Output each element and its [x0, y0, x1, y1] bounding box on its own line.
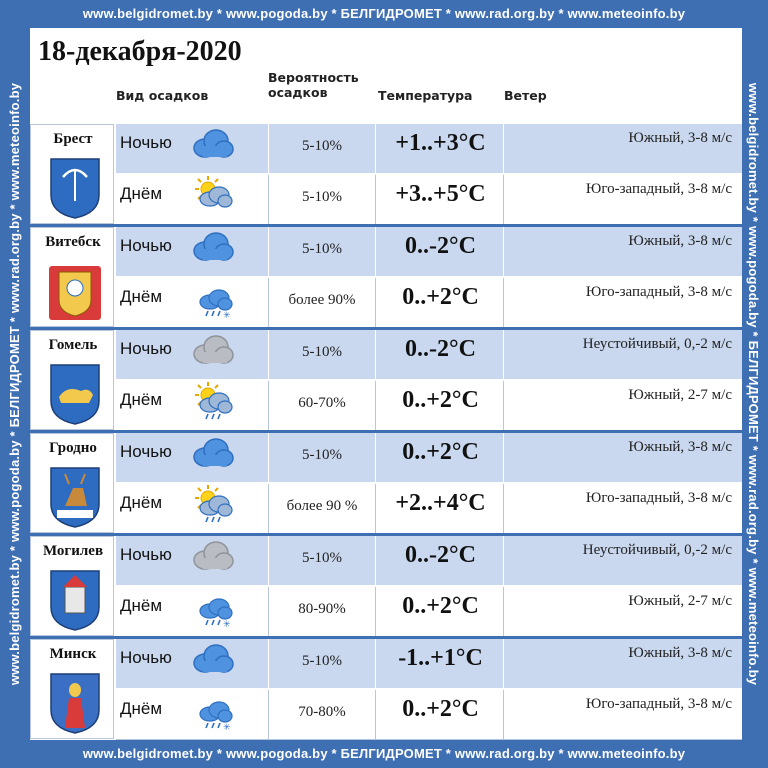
forecast-row-day	[116, 484, 742, 534]
temperature-value: 0..+2°C	[378, 433, 504, 482]
header-wind: Ветер	[504, 88, 547, 103]
precip-probability: 80-90%	[268, 587, 376, 636]
forecast-row-day	[116, 175, 742, 225]
precip-probability: более 90%	[268, 278, 376, 327]
period-label: Ночью	[120, 648, 172, 667]
wind-value: Южный, 3-8 м/с	[628, 645, 732, 661]
city-block	[30, 330, 742, 430]
wind-value: Южный, 3-8 м/с	[628, 233, 732, 249]
precip-probability: 5-10%	[268, 330, 376, 379]
city-name-cell	[30, 433, 114, 533]
mogilev-crest-icon	[47, 567, 103, 631]
header-temperature: Температура	[378, 88, 473, 103]
period-label: Днём	[120, 493, 163, 512]
cloud-rain-snow-icon	[190, 690, 236, 739]
vitebsk-crest-icon	[47, 258, 103, 322]
forecast-row-night	[116, 124, 742, 173]
bottom-banner: www.belgidromet.by * www.pogoda.by * БЕЛГИДРОМЕТ * www.rad.org.by * www.meteoinfo.by	[82, 746, 686, 761]
wind-value: Юго-западный, 3-8 м/с	[585, 284, 732, 300]
precip-probability: 5-10%	[268, 639, 376, 688]
forecast-row-night	[116, 433, 742, 482]
top-banner: www.belgidromet.by * www.pogoda.by * БЕЛГИДРОМЕТ * www.rad.org.by * www.meteoinfo.by	[82, 6, 686, 21]
forecast-row-day	[116, 278, 742, 328]
brest-crest-icon	[47, 155, 103, 219]
forecast-row-day	[116, 587, 742, 637]
svg-text:✳: ✳	[223, 722, 231, 730]
precip-probability: 60-70%	[268, 381, 376, 430]
precip-probability: 5-10%	[268, 227, 376, 276]
forecast-date: 18-декабря-2020	[38, 36, 242, 67]
cloud-icon	[190, 433, 236, 482]
temperature-value: 0..+2°C	[378, 278, 504, 327]
svg-text:✳: ✳	[223, 619, 231, 627]
period-label: Ночью	[120, 339, 172, 358]
city-name: Минск	[49, 646, 97, 662]
period-label: Днём	[120, 287, 163, 306]
wind-value: Южный, 3-8 м/с	[628, 130, 732, 146]
city-name: Витебск	[45, 234, 101, 250]
temperature-value: 0..-2°C	[378, 536, 504, 585]
city-name: Гомель	[48, 337, 98, 353]
precip-probability: более 90 %	[268, 484, 376, 533]
forecast-row-night	[116, 639, 742, 688]
temperature-value: 0..-2°C	[378, 330, 504, 379]
city-block	[30, 639, 742, 739]
period-label: Днём	[120, 596, 163, 615]
period-label: Днём	[120, 390, 163, 409]
period-label: Ночью	[120, 133, 172, 152]
forecast-panel	[30, 28, 742, 740]
sun-cloud-icon	[190, 175, 236, 224]
grey-cloud-icon	[190, 330, 236, 379]
city-name: Могилев	[42, 543, 104, 559]
forecast-row-night	[116, 536, 742, 585]
city-name-cell	[30, 639, 114, 739]
grey-cloud-icon	[190, 536, 236, 585]
cloud-rain-snow-icon	[190, 587, 236, 636]
period-label: Ночью	[120, 442, 172, 461]
precip-probability: 5-10%	[268, 536, 376, 585]
grodno-crest-icon	[47, 464, 103, 528]
temperature-value: 0..+2°C	[378, 690, 504, 739]
wind-value: Неустойчивый, 0,-2 м/с	[582, 336, 732, 352]
wind-value: Юго-западный, 3-8 м/с	[585, 181, 732, 197]
city-block	[30, 433, 742, 533]
city-block	[30, 124, 742, 224]
city-name-cell	[30, 227, 114, 327]
period-label: Днём	[120, 184, 163, 203]
right-banner: www.belgidromet.by * www.pogoda.by * БЕЛГИДРОМЕТ * www.rad.org.by * www.meteoinfo.by	[746, 82, 761, 686]
period-label: Ночью	[120, 545, 172, 564]
temperature-value: 0..+2°C	[378, 587, 504, 636]
wind-value: Южный, 3-8 м/с	[628, 439, 732, 455]
forecast-row-night	[116, 227, 742, 276]
wind-value: Юго-западный, 3-8 м/с	[585, 490, 732, 506]
city-block	[30, 536, 742, 636]
wind-value: Южный, 2-7 м/с	[628, 593, 732, 609]
wind-value: Юго-западный, 3-8 м/с	[585, 696, 732, 712]
cloud-icon	[190, 124, 236, 173]
forecast-row-day	[116, 690, 742, 740]
header-precip-prob: Вероятность осадков	[268, 70, 359, 100]
temperature-value: +3..+5°C	[378, 175, 504, 224]
precip-probability: 5-10%	[268, 124, 376, 173]
city-name: Брест	[53, 131, 93, 147]
sun-cloud-rain-icon	[190, 381, 236, 430]
forecast-row-night	[116, 330, 742, 379]
header-precip-kind: Вид осадков	[116, 88, 209, 103]
wind-value: Южный, 2-7 м/с	[628, 387, 732, 403]
city-name-cell	[30, 124, 114, 224]
temperature-value: 0..+2°C	[378, 381, 504, 430]
svg-text:✳: ✳	[223, 310, 231, 318]
cloud-rain-snow-icon	[190, 278, 236, 327]
left-banner: www.belgidromet.by * www.pogoda.by * БЕЛГИДРОМЕТ * www.rad.org.by * www.meteoinfo.by	[7, 82, 22, 686]
period-label: Днём	[120, 699, 163, 718]
precip-probability: 70-80%	[268, 690, 376, 739]
cloud-icon	[190, 639, 236, 688]
temperature-value: +1..+3°C	[378, 124, 504, 173]
precip-probability: 5-10%	[268, 433, 376, 482]
cloud-icon	[190, 227, 236, 276]
precip-probability: 5-10%	[268, 175, 376, 224]
sun-cloud-rain-icon	[190, 484, 236, 533]
wind-value: Неустойчивый, 0,-2 м/с	[582, 542, 732, 558]
city-name: Гродно	[49, 440, 97, 456]
city-block	[30, 227, 742, 327]
temperature-value: +2..+4°C	[378, 484, 504, 533]
minsk-crest-icon	[47, 670, 103, 734]
gomel-crest-icon	[47, 361, 103, 425]
temperature-value: 0..-2°C	[378, 227, 504, 276]
city-name-cell	[30, 330, 114, 430]
forecast-row-day	[116, 381, 742, 431]
period-label: Ночью	[120, 236, 172, 255]
temperature-value: -1..+1°C	[378, 639, 504, 688]
city-name-cell	[30, 536, 114, 636]
